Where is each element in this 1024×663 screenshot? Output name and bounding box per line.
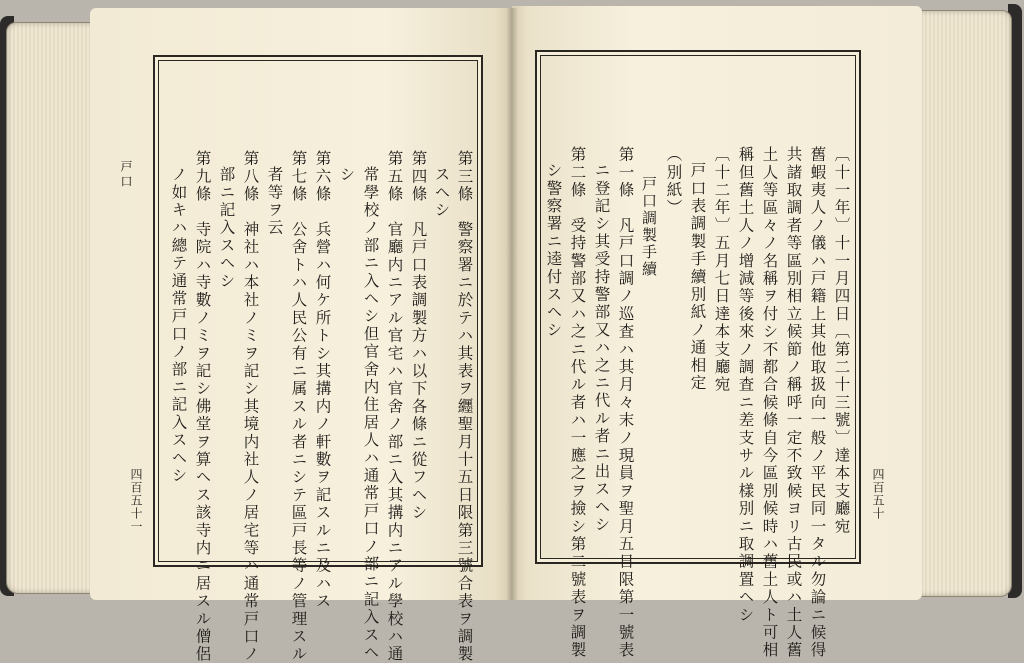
left-column-1: 第三條 警察署ニ於テハ其表ヲ纒聖月十五日限第三號合表ヲ調製: [455, 150, 474, 663]
left-column-13: ノ如キハ總テ通常戸口ノ部ニ記入スヘシ: [169, 166, 188, 485]
folio-right: 四百五十: [871, 468, 885, 520]
running-head: 戸口: [119, 160, 133, 190]
left-column-8: 第七條 公舍トハ人民公有ニ属スル者ニシテ區戸長等ノ管理スル: [289, 150, 308, 663]
left-column-9: 者等ヲ云: [265, 166, 284, 237]
left-column-12: 第九條 寺院ハ寺數ノミヲ記シ佛堂ヲ算ヘス該寺内ニ居スル僧侶: [193, 150, 212, 663]
page-block-right: [918, 10, 1012, 597]
left-column-4: 第五條 官廳内ニアル官宅ハ官舍ノ部ニ入其搆内ニアル學校ハ通: [385, 150, 404, 663]
right-column-12: 第二條 受持警部又ハ之ニ代ル者ハ一應之ヲ撿シ第二號表ヲ調製: [568, 146, 587, 660]
right-column-10: 第一條 凡戸口調ノ巡査ハ其月々末ノ現員ヲ聖月五日限第一號表: [616, 146, 635, 660]
left-column-10: 第八條 神社ハ本社ノミヲ記シ其境内社人ノ居宅等ハ通常戸口ノ: [241, 150, 260, 663]
left-column-5: 常學校ノ部ニ入ヘシ但官舍内住居人ハ通常戸口ノ部ニ記入スヘ: [361, 166, 380, 662]
right-column-8: （別紙）: [664, 146, 683, 217]
left-column-3: 第四條 凡戸口表調製方ハ以下各條ニ從フヘシ: [409, 150, 428, 522]
right-column-3: 共諸取調者等區別相立候節ノ稱呼一定不致候ヨリ古民或ハ土人舊: [784, 146, 803, 660]
right-section-heading: 戸口調製手續: [640, 176, 658, 278]
right-column-4: 土人等區々ノ名稱ヲ付シ不都合候條自今區別候時ハ舊土人ト可相: [760, 146, 779, 660]
folio-left: 四百五十一: [129, 468, 143, 533]
right-column-7: 戸口表調製手續別紙ノ通相定: [688, 162, 707, 393]
left-column-6: シ: [337, 166, 356, 184]
right-column-13: シ警察署ニ逵付スヘシ: [544, 162, 563, 339]
book-gutter: [506, 8, 518, 600]
page-block-left: [6, 22, 96, 594]
left-column-7: 第六條 兵營ハ何ケ所トシ其搆内ノ軒數ヲ記スルニ及ハス: [313, 150, 332, 611]
right-column-5: 稱但舊土人ノ增減等後來ノ調査ニ差支サル樣別ニ取調置ヘシ: [736, 146, 755, 624]
right-column-1: 〔十一年〕十一月四日〔第二十三號〕達本支廳宛: [832, 146, 851, 536]
left-column-2: スヘシ: [432, 166, 451, 220]
left-column-11: 部ニ記入スヘシ: [217, 166, 236, 290]
right-column-11: ニ登記シ其受持警部又ハ之ニ代ル者ニ出スヘシ: [592, 162, 611, 534]
right-column-6: 〔十二年〕五月七日達本支廳宛: [712, 146, 731, 394]
right-column-2: 舊蝦夷人ノ儀ハ戸籍上其他取扱向一般ノ平民同一タル勿論ニ候得: [808, 146, 827, 660]
